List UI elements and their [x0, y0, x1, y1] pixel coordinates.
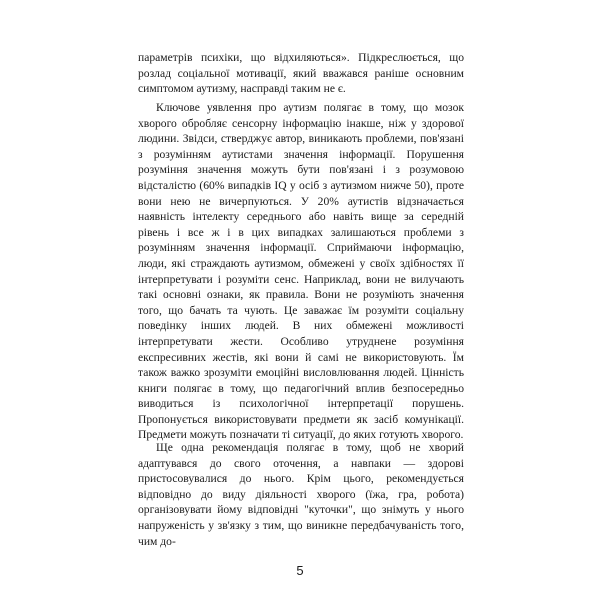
page-number: 5 [296, 563, 304, 578]
paragraph-text: Ключове уявлення про аутизм полягає в тому, що мозок хворого обробляє сенсорну інформацію інакше, ніж у здорової людини. Звідси, стверджує автор, виникають проблеми, пов'язані з розумінням аутистами значення інформації. Порушення розуміння значення можуть бути пов'язані і з розумовою відсталістю (60% випадків IQ у осіб з аутизмом нижче 50), проте вони нею не вичерпуються. У 20% аутистів відзначається наявність інтелекту середнього або навіть вище за середній рівень і все ж і в цих випадках залишаються проблеми з розумінням значення інформації. Сприймаючи інформацію, люди, які страждають аутизмом, обмежені у своїх здібностях її інтерпретувати і розуміти сенс. Наприклад, вони не вилучають такі основні ознаки, як правила. Вони не розуміють значення того, що бачать та чують. Це заважає їм розуміти соціальну поведінку інших людей. В них обмежені можливості інтерпретувати жести. Особливо утруднене розуміння експресивних жестів, які вони й самі не використовують. Їм також важко зрозуміти емоційні висловлювання людей. Цінність книги полягає в тому, що педагогічний вплив безпосередньо виводиться із психологічної інтерпретації порушень. Пропонується використовувати предмети як засіб комунікації. Предмети можуть позначати ті ситуації, до яких готують хворого. [138, 101, 464, 442]
paragraph-text: параметрів психіки, що відхиляються». Підкреслюється, що розлад соціальної мотивації, який вважався раніше основним симптомом аутизму, насправді таким не є. [138, 51, 464, 96]
paragraph-text: Ще одна рекомендація полягає в тому, щоб не хворий адаптувався до свого оточення, а навпаки — здорові пристосовувалися до нього. Крім цього, рекомендується відповідно до виду діяльності хворого (їжа, гра, робота) організовувати йому відповідні "куточки", що знімуть у нього напруженість у зв'язку з тим, що виникне передбачуваність того, чим до- [138, 441, 464, 548]
body-paragraph-3 [138, 440, 464, 549]
body-paragraph-1 [138, 50, 464, 97]
body-paragraph-2 [138, 100, 464, 443]
